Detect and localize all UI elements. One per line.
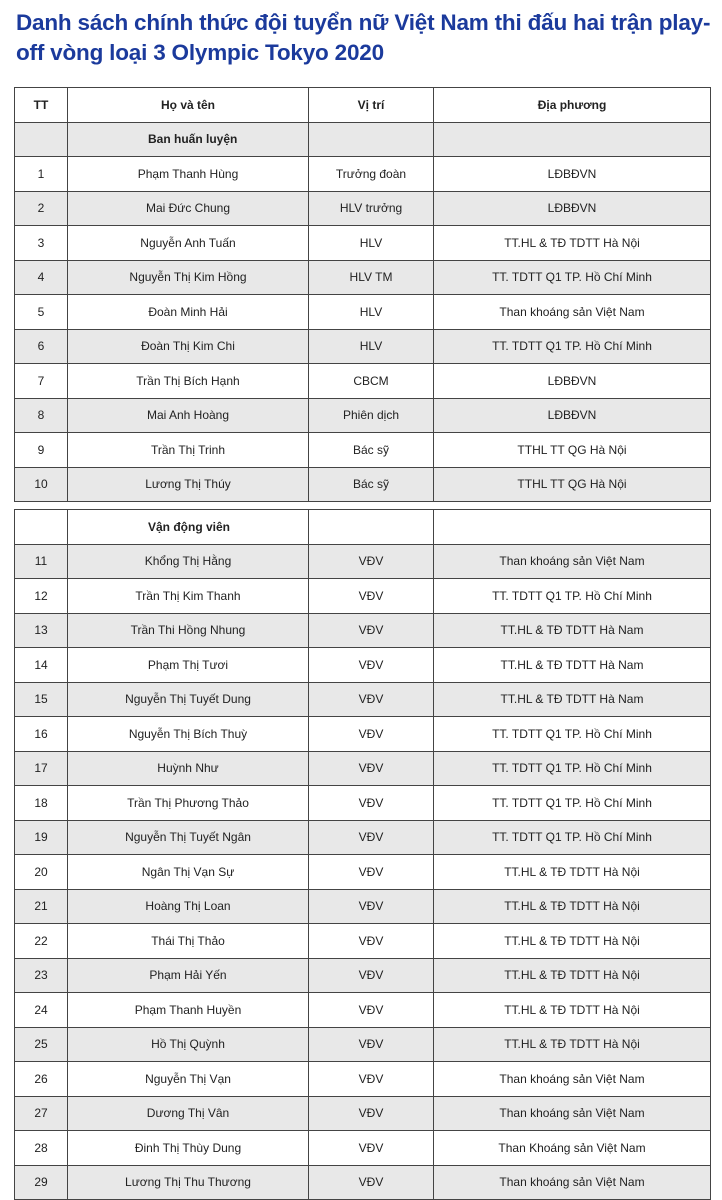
cell-role: VĐV	[309, 1062, 434, 1097]
cell-place: TT. TDTT Q1 TP. Hồ Chí Minh	[434, 751, 711, 786]
table-row	[15, 924, 711, 959]
cell-role: CBCM	[309, 364, 434, 399]
cell-tt: 7	[15, 364, 68, 399]
cell-name: Đinh Thị Thùy Dung	[68, 1131, 309, 1166]
cell-place: TT. TDTT Q1 TP. Hồ Chí Minh	[434, 820, 711, 855]
table-row	[15, 191, 711, 226]
cell-tt: 17	[15, 751, 68, 786]
table-row	[15, 1131, 711, 1166]
cell-role: Bác sỹ	[309, 433, 434, 468]
cell-role: VĐV	[309, 786, 434, 821]
cell-role: VĐV	[309, 1027, 434, 1062]
cell-place: TT.HL & TĐ TDTT Hà Nam	[434, 682, 711, 717]
cell-tt: 4	[15, 260, 68, 295]
cell-name: Nguyễn Anh Tuấn	[68, 226, 309, 261]
cell-place: TT. TDTT Q1 TP. Hồ Chí Minh	[434, 579, 711, 614]
cell-place: TT.HL & TĐ TDTT Hà Nội	[434, 889, 711, 924]
table-row	[15, 295, 711, 330]
table-row	[15, 889, 711, 924]
cell-place: LĐBĐVN	[434, 191, 711, 226]
cell-place: TT.HL & TĐ TDTT Hà Nội	[434, 958, 711, 993]
header-role: Vị trí	[309, 88, 434, 123]
cell-name: Trần Thị Phương Thảo	[68, 786, 309, 821]
cell-place: TT.HL & TĐ TDTT Hà Nội	[434, 226, 711, 261]
cell-role: VĐV	[309, 1131, 434, 1166]
table-row	[15, 682, 711, 717]
section-title: Vận động viên	[68, 510, 309, 545]
cell-name: Phạm Hải Yến	[68, 958, 309, 993]
table-row	[15, 993, 711, 1028]
table-row	[15, 648, 711, 683]
cell-tt: 25	[15, 1027, 68, 1062]
cell-role: VĐV	[309, 993, 434, 1028]
cell-name: Phạm Thanh Huyền	[68, 993, 309, 1028]
table-row	[15, 260, 711, 295]
cell-name: Mai Anh Hoàng	[68, 398, 309, 433]
cell-role: HLV	[309, 295, 434, 330]
cell-tt: 10	[15, 467, 68, 502]
cell-tt: 20	[15, 855, 68, 890]
cell-tt: 15	[15, 682, 68, 717]
table-row	[15, 717, 711, 752]
table-row	[15, 579, 711, 614]
cell-tt: 23	[15, 958, 68, 993]
cell-tt: 24	[15, 993, 68, 1028]
cell-name: Ngân Thị Vạn Sự	[68, 855, 309, 890]
cell-place: LĐBĐVN	[434, 398, 711, 433]
cell-name: Mai Đức Chung	[68, 191, 309, 226]
cell-tt: 11	[15, 544, 68, 579]
table-row	[15, 786, 711, 821]
cell-tt: 26	[15, 1062, 68, 1097]
cell-tt: 5	[15, 295, 68, 330]
cell-tt: 13	[15, 613, 68, 648]
cell-name: Hồ Thị Quỳnh	[68, 1027, 309, 1062]
cell-tt: 22	[15, 924, 68, 959]
table-row	[15, 398, 711, 433]
cell-place: TT.HL & TĐ TDTT Hà Nội	[434, 1027, 711, 1062]
cell-tt: 2	[15, 191, 68, 226]
cell-name: Phạm Thanh Hùng	[68, 157, 309, 192]
header-name: Họ và tên	[68, 88, 309, 123]
table-row	[15, 433, 711, 468]
table-row	[15, 751, 711, 786]
cell-place: Than khoáng sản Việt Nam	[434, 1062, 711, 1097]
cell-place: TTHL TT QG Hà Nội	[434, 433, 711, 468]
cell-name: Đoàn Minh Hải	[68, 295, 309, 330]
cell-name: Nguyễn Thị Bích Thuỳ	[68, 717, 309, 752]
cell-tt: 6	[15, 329, 68, 364]
cell-name: Khổng Thị Hằng	[68, 544, 309, 579]
cell-role: VĐV	[309, 544, 434, 579]
cell-name: Lương Thị Thúy	[68, 467, 309, 502]
cell-name: Nguyễn Thị Tuyết Dung	[68, 682, 309, 717]
cell-role: VĐV	[309, 717, 434, 752]
cell-name: Trần Thị Bích Hạnh	[68, 364, 309, 399]
cell-tt: 14	[15, 648, 68, 683]
cell-tt: 19	[15, 820, 68, 855]
cell-name: Đoàn Thị Kim Chi	[68, 329, 309, 364]
cell-place: Than khoáng sản Việt Nam	[434, 1096, 711, 1131]
table-row	[15, 157, 711, 192]
cell-place: TT.HL & TĐ TDTT Hà Nội	[434, 855, 711, 890]
cell-role: VĐV	[309, 1165, 434, 1200]
cell-name: Nguyễn Thị Kim Hồng	[68, 260, 309, 295]
cell-role: HLV	[309, 226, 434, 261]
cell-name: Trần Thị Kim Thanh	[68, 579, 309, 614]
cell-place: LĐBĐVN	[434, 157, 711, 192]
cell-role: HLV TM	[309, 260, 434, 295]
cell-place: TT.HL & TĐ TDTT Hà Nam	[434, 613, 711, 648]
cell-tt: 28	[15, 1131, 68, 1166]
cell-role: Bác sỹ	[309, 467, 434, 502]
cell-place: LĐBĐVN	[434, 364, 711, 399]
cell-role: VĐV	[309, 924, 434, 959]
cell-role: HLV trưởng	[309, 191, 434, 226]
table-row	[15, 226, 711, 261]
cell-role: VĐV	[309, 820, 434, 855]
cell-name: Hoàng Thị Loan	[68, 889, 309, 924]
page-title: Danh sách chính thức đội tuyển nữ Việt Nam thi đấu hai trận play-off vòng loại 3 Olympic Tokyo 2020	[16, 10, 711, 65]
cell-place: Than khoáng sản Việt Nam	[434, 1165, 711, 1200]
table-row	[15, 467, 711, 502]
cell-name: Phạm Thị Tươi	[68, 648, 309, 683]
cell-place: TT. TDTT Q1 TP. Hồ Chí Minh	[434, 717, 711, 752]
table-row	[15, 958, 711, 993]
table-row	[15, 544, 711, 579]
cell-place: Than khoáng sản Việt Nam	[434, 295, 711, 330]
table-row	[15, 1027, 711, 1062]
cell-tt: 21	[15, 889, 68, 924]
header-place: Địa phương	[434, 88, 711, 123]
cell-name: Nguyễn Thị Tuyết Ngân	[68, 820, 309, 855]
cell-place: TT.HL & TĐ TDTT Hà Nội	[434, 993, 711, 1028]
cell-name: Huỳnh Như	[68, 751, 309, 786]
cell-tt: 27	[15, 1096, 68, 1131]
cell-role: VĐV	[309, 751, 434, 786]
cell-place: TTHL TT QG Hà Nội	[434, 467, 711, 502]
cell-role: VĐV	[309, 855, 434, 890]
cell-role: VĐV	[309, 613, 434, 648]
cell-tt: 29	[15, 1165, 68, 1200]
table-row	[15, 364, 711, 399]
cell-place: Than Khoáng sản Việt Nam	[434, 1131, 711, 1166]
cell-tt: 3	[15, 226, 68, 261]
cell-role: VĐV	[309, 1096, 434, 1131]
table-row	[15, 855, 711, 890]
section-title: Ban huấn luyện	[68, 122, 309, 157]
cell-tt: 18	[15, 786, 68, 821]
cell-place: Than khoáng sản Việt Nam	[434, 544, 711, 579]
table-row	[15, 1062, 711, 1097]
header-tt: TT	[15, 88, 68, 123]
table-row	[15, 329, 711, 364]
cell-name: Lương Thị Thu Thương	[68, 1165, 309, 1200]
cell-name: Trần Thi Hồng Nhung	[68, 613, 309, 648]
cell-tt: 8	[15, 398, 68, 433]
table-row	[15, 1165, 711, 1200]
cell-place: TT.HL & TĐ TDTT Hà Nội	[434, 924, 711, 959]
cell-role: VĐV	[309, 682, 434, 717]
cell-name: Nguyễn Thị Vạn	[68, 1062, 309, 1097]
cell-role: VĐV	[309, 889, 434, 924]
cell-name: Trần Thị Trinh	[68, 433, 309, 468]
cell-place: TT. TDTT Q1 TP. Hồ Chí Minh	[434, 786, 711, 821]
table-row	[15, 820, 711, 855]
cell-place: TT.HL & TĐ TDTT Hà Nam	[434, 648, 711, 683]
cell-role: VĐV	[309, 579, 434, 614]
cell-place: TT. TDTT Q1 TP. Hồ Chí Minh	[434, 329, 711, 364]
header-row	[15, 88, 711, 123]
cell-tt: 9	[15, 433, 68, 468]
cell-name: Thái Thị Thảo	[68, 924, 309, 959]
cell-role: HLV	[309, 329, 434, 364]
section-row-staff	[15, 122, 711, 157]
players-table	[14, 509, 711, 1200]
cell-role: VĐV	[309, 958, 434, 993]
staff-table	[14, 87, 711, 502]
cell-role: Phiên dịch	[309, 398, 434, 433]
cell-tt: 1	[15, 157, 68, 192]
table-row	[15, 613, 711, 648]
cell-role: VĐV	[309, 648, 434, 683]
cell-tt: 12	[15, 579, 68, 614]
cell-place: TT. TDTT Q1 TP. Hồ Chí Minh	[434, 260, 711, 295]
section-row-players	[15, 510, 711, 545]
table-row	[15, 1096, 711, 1131]
cell-tt: 16	[15, 717, 68, 752]
cell-name: Dương Thị Vân	[68, 1096, 309, 1131]
cell-role: Trưởng đoàn	[309, 157, 434, 192]
